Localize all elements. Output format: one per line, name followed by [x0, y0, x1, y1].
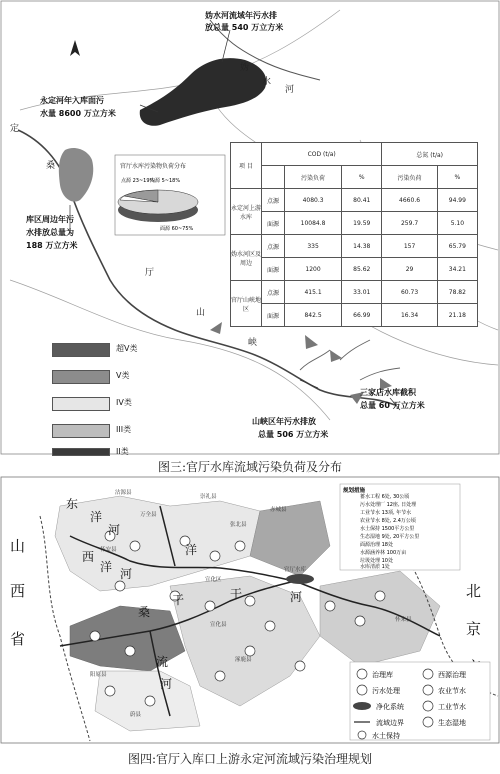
svg-text:东: 东 — [66, 497, 79, 511]
plan-legend — [350, 662, 490, 740]
svg-text:万全县: 万全县 — [140, 512, 157, 518]
plan-notes — [340, 484, 460, 570]
reservoir-marker — [286, 574, 314, 584]
callout-kuqu: 库区周边年污 水排放总量为 188 万立方米 — [26, 215, 78, 250]
figure-4-map — [0, 476, 500, 744]
svg-text:河: 河 — [285, 85, 295, 95]
svg-text:张北县: 张北县 — [230, 522, 247, 528]
svg-text:山: 山 — [196, 308, 206, 318]
svg-text:桑: 桑 — [138, 605, 151, 619]
legend-swatch — [52, 370, 110, 384]
svg-text:西: 西 — [10, 582, 26, 600]
legend-item — [52, 343, 202, 357]
svg-text:省: 省 — [10, 630, 26, 648]
svg-text:河: 河 — [120, 567, 133, 581]
svg-text:沽源县: 沽源县 — [115, 490, 132, 496]
legend-label: 超V类 — [116, 344, 138, 353]
svg-text:流域边界: 流域边界 — [376, 719, 404, 727]
svg-text:蔚县: 蔚县 — [130, 712, 142, 718]
th-cod: COD (t/a) — [262, 143, 382, 166]
svg-text:宣化区: 宣化区 — [205, 577, 222, 583]
svg-text:北: 北 — [466, 582, 482, 600]
svg-text:流: 流 — [156, 655, 169, 669]
th-pct-cod: % — [342, 166, 382, 189]
th-load-tn: 污染负荷 — [382, 166, 437, 189]
svg-text:峡: 峡 — [248, 338, 258, 348]
svg-text:河: 河 — [160, 677, 173, 691]
legend-swatch — [52, 448, 110, 456]
svg-text:面源治理 18处: 面源治理 18处 — [360, 542, 393, 548]
svg-text:净化系统: 净化系统 — [376, 703, 404, 711]
svg-text:西: 西 — [82, 550, 95, 564]
svg-text:污水处理: 污水处理 — [372, 687, 400, 695]
svg-text:涿鹿县: 涿鹿县 — [235, 657, 252, 663]
svg-text:山: 山 — [10, 537, 26, 555]
legend-swatch — [52, 343, 110, 357]
legend-item — [52, 397, 202, 411]
svg-text:治理库: 治理库 — [372, 671, 393, 679]
callout-top: 妫水河流域年污水排 放总量 540 万立方米 — [205, 11, 284, 32]
svg-text:洋: 洋 — [90, 510, 103, 524]
pie-label-nei: 内源 5~18% — [150, 178, 181, 184]
table-row: 妫水河区及周边 点源 335 14.38 157 65.79 — [231, 235, 478, 258]
svg-text:定: 定 — [10, 124, 20, 134]
svg-text:洋: 洋 — [100, 560, 113, 574]
legend-item — [52, 370, 202, 384]
svg-text:京: 京 — [466, 620, 482, 638]
pie-label-mian: 面源 60~75% — [160, 226, 194, 232]
th-item: 项 目 — [231, 143, 262, 189]
svg-text:阳原县: 阳原县 — [90, 672, 107, 678]
svg-text:工业节水 13项, 年节水: 工业节水 13项, 年节水 — [360, 510, 412, 516]
callout-shanxia: 山峡区年污水排放 总量 506 万立方米 — [252, 417, 329, 439]
table-row: 面源 1200 85.62 29 34.21 — [231, 258, 478, 281]
legend-label: II类 — [116, 447, 129, 456]
svg-text:农业节水 8处, 2.4万公顷: 农业节水 8处, 2.4万公顷 — [360, 518, 416, 524]
table-group: 官厅山峡地区 — [231, 281, 262, 327]
pie-title: 官厅水库污染物负荷分布 — [120, 163, 187, 170]
table-row: 永定河上游水库 点源 4080.3 80.41 4660.6 94.99 — [231, 189, 478, 212]
svg-text:水土保持: 水土保持 — [372, 732, 400, 740]
svg-text:妫: 妫 — [240, 63, 250, 73]
svg-text:怀来县: 怀来县 — [395, 617, 412, 623]
legend-label: IV类 — [116, 398, 132, 407]
svg-text:怀安县: 怀安县 — [100, 547, 117, 553]
pie-label-dian: 点源 23~19% — [121, 178, 155, 184]
svg-text:桑: 桑 — [46, 161, 56, 171]
table-row: 官厅山峡地区 点源 415.1 33.01 60.73 78.82 — [231, 281, 478, 304]
svg-text:赤城县: 赤城县 — [270, 507, 287, 513]
legend-label: V类 — [116, 371, 130, 380]
svg-text:水库清淤 1处: 水库清淤 1处 — [360, 564, 390, 570]
callout-yongding: 永定河年入库面污 水量 8600 万立方米 — [40, 96, 116, 118]
svg-text:干: 干 — [172, 593, 185, 607]
svg-text:宣化县: 宣化县 — [210, 622, 227, 628]
legend-swatch — [52, 397, 110, 411]
legend-label: III类 — [116, 425, 132, 434]
svg-text:河: 河 — [108, 523, 121, 537]
svg-text:厅: 厅 — [145, 268, 155, 278]
table-row: 面源 842.5 66.99 16.34 21.18 — [231, 304, 478, 327]
svg-text:水源涵养林 100万亩: 水源涵养林 100万亩 — [360, 550, 407, 556]
svg-text:西源治理: 西源治理 — [438, 671, 466, 679]
svg-text:生态湿地: 生态湿地 — [438, 719, 466, 727]
svg-text:蓄水工程 6处, 30公顷: 蓄水工程 6处, 30公顷 — [360, 494, 410, 500]
callout-sanjiadian: 三家店水库截积 总量 60 万立方米 — [360, 388, 425, 410]
legend-item — [52, 424, 202, 438]
table-row: 面源 10084.8 19.59 259.7 5.10 — [231, 212, 478, 235]
svg-text:洋: 洋 — [185, 543, 198, 557]
svg-text:河: 河 — [290, 590, 303, 604]
svg-text:垃圾处理 10处: 垃圾处理 10处 — [360, 558, 393, 564]
table-group: 永定河上游水库 — [231, 189, 262, 235]
figure-4-caption: 图四:官厅入库口上游永定河流域污染治理规划 — [127, 752, 373, 766]
svg-text:干: 干 — [230, 587, 243, 601]
svg-text:生态湿地 9处, 20平方公里: 生态湿地 9处, 20平方公里 — [360, 534, 420, 540]
figure-4-canvas — [0, 476, 500, 744]
svg-text:官厅水库: 官厅水库 — [284, 567, 307, 573]
svg-text:工业节水: 工业节水 — [438, 703, 466, 711]
svg-text:污水处理厂 12座, 日处理: 污水处理厂 12座, 日处理 — [360, 502, 417, 508]
table-group: 妫水河区及周边 — [231, 235, 262, 281]
pollution-table — [230, 142, 478, 327]
th-load-cod: 污染负荷 — [285, 166, 342, 189]
th-pct-tn: % — [437, 166, 477, 189]
svg-text:规划措施: 规划措施 — [343, 488, 366, 494]
svg-text:崇礼县: 崇礼县 — [200, 494, 217, 500]
svg-text:水土保持 1500平方公里: 水土保持 1500平方公里 — [360, 526, 415, 532]
svg-text:农业节水: 农业节水 — [438, 687, 466, 695]
legend-swatch — [52, 424, 110, 438]
figure-3-caption: 图三:官厅水库流域污染负荷及分布 — [157, 460, 343, 474]
svg-text:水: 水 — [262, 77, 272, 87]
th-tn: 总氮 (t/a) — [382, 143, 478, 166]
